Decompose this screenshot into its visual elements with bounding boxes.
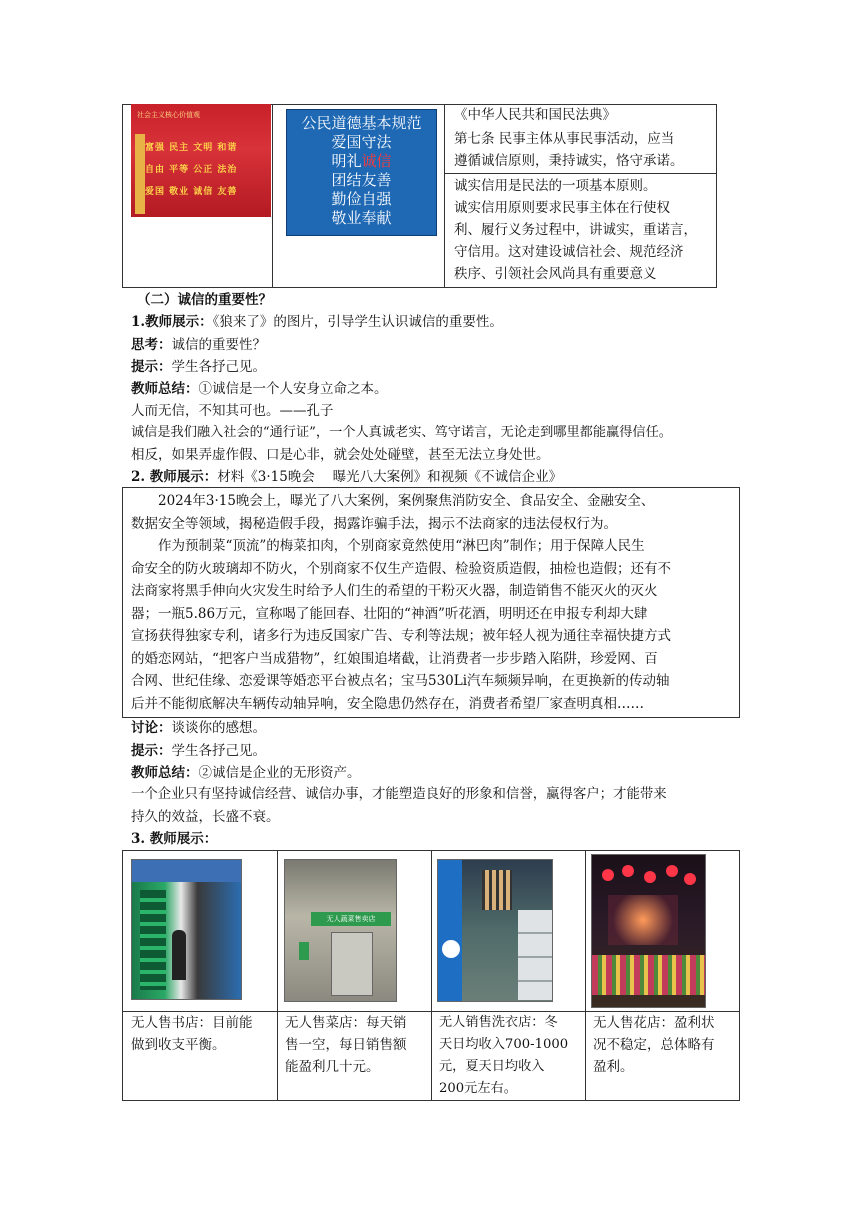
principle-text: 利、履行义务过程中，讲诚实，重诺言，: [454, 222, 697, 238]
paragraph: 一个企业只有坚持诚信经营、诚信办事，才能塑造良好的形象和信誉，赢得客户；才能带来: [131, 787, 667, 802]
poster-row: 富强 民主 文明 和谐: [145, 143, 238, 153]
paragraph: 1.教师展示：《狼来了》的图片，引导学生认识诚信的重要性。: [131, 314, 503, 330]
poster-title: 公民道德基本规范: [301, 114, 422, 132]
table-divider: [444, 173, 716, 174]
principle-text: 诚实信用是民法的一项基本原则。: [454, 178, 657, 194]
material-line: 的婚恋网站，“把客户当成猎物”，红娘围追堵截，让消费者一步步踏入陷阱，珍爱网、百: [131, 650, 658, 667]
paragraph: 提示：学生各抒己见。: [131, 359, 266, 375]
civil-code-text: 遵循诚信原则，秉持诚实，恪守承诺。: [454, 153, 684, 169]
material-line: 数据安全等领域，揭秘造假手段，揭露诈骗手法，揭示不法商家的违法侵权行为。: [131, 515, 617, 532]
table-divider: [444, 105, 445, 287]
principle-text: 诚实信用原则要求民事主体在行使权: [454, 200, 670, 216]
paragraph: 诚信是我们融入社会的“通行证”，一个人真诚老实、笃守诺言，无论走到哪里都能赢得信任。: [131, 425, 672, 440]
material-line: 法商家将黑手伸向火灾发生时给予人们生的希望的干粉灭火器，制造销售不能灭火的灭火: [131, 583, 658, 599]
poster-row: 爱国 敬业 诚信 友善: [145, 187, 238, 197]
table-divider: [272, 105, 273, 287]
principle-text: 秩序、引领社会风尚具有重要意义: [454, 266, 657, 282]
flower-store-photo: [591, 854, 706, 1008]
poster-line: 团结友善: [331, 171, 392, 189]
table-divider: [277, 851, 278, 1100]
paragraph: 持久的效益，长盛不衰。: [131, 809, 280, 825]
paragraph: 提示：学生各抒己见。: [131, 743, 266, 759]
paragraph: 2. 教师展示：材料《3·15晚会 曝光八大案例》和视频《不诚信企业》: [131, 469, 563, 485]
poster-line: 敬业奉献: [331, 209, 392, 227]
civil-code-text: 第七条 民事主体从事民事活动，应当: [454, 131, 675, 147]
quote: 人而无信，不知其可也。——孔子: [131, 403, 334, 419]
material-box: [122, 487, 740, 718]
store-sign: 无人蔬菜售卖店: [311, 912, 391, 926]
material-line: 命安全的防火玻璃却不防火，个别商家不仅生产造假、检验资质造假，抽检也造假；还有不: [131, 560, 671, 577]
paragraph: 相反，如果弄虚作假、口是心非，就会处处碰壁，甚至无法立身处世。: [131, 447, 550, 463]
tower-graphic: [135, 134, 145, 214]
table-divider: [431, 851, 432, 1100]
bookstore-photo: [131, 859, 242, 1000]
poster-header: 社会主义核心价值观: [137, 111, 200, 119]
principle-text: 守信用。这对建设诚信社会、规范经济: [454, 244, 684, 260]
poster-row: 自由 平等 公正 法治: [145, 165, 238, 175]
paragraph: 教师总结：②诚信是企业的无形资产。: [131, 765, 361, 781]
moral-norms-poster: [286, 109, 437, 236]
caption-bookstore: 无人售书店：目前能 做到收支平衡。: [131, 1015, 253, 1053]
caption-laundry: 无人销售洗衣店：冬 天日均收入700-1000 元，夏天日均收入 200元左右。: [439, 1015, 569, 1096]
material-line: 2024年3·15晚会上，曝光了八大案例，案例聚焦消防安全、食品安全、金融安全、: [131, 493, 655, 509]
caption-vegetable-store: 无人售菜店：每天销 售一空，每日销售额 能盈利几十元。: [285, 1015, 407, 1075]
paragraph: 3. 教师展示：: [131, 831, 218, 847]
material-line: 后并不能彻底解决车辆传动轴异响，安全隐患仍然存在，消费者希望厂家查明真相……: [131, 695, 644, 712]
section-heading: （二）诚信的重要性？: [137, 292, 272, 308]
material-line: 合网、世纪佳缘、恋爱课等婚恋平台被点名；宝马530Li汽车频频异响，在更换新的传动轴: [131, 673, 670, 689]
civil-code-title: 《中华人民共和国民法典》: [454, 107, 616, 123]
core-values-poster: [131, 104, 271, 217]
paragraph: 教师总结：①诚信是一个人安身立命之本。: [131, 381, 388, 397]
paragraph: 思考：诚信的重要性？: [131, 337, 266, 353]
material-line: 作为预制菜“顶流”的梅菜扣肉，个别商家竟然使用“淋巴肉”制作；用于保障人民生: [131, 538, 645, 554]
material-line: 宣扬获得独家专利，诸多行为违反国家广告、专利等法规；被年轻人视为通往幸福快捷方式: [131, 628, 671, 644]
material-line: 器；一瓶5.86万元，宣称喝了能回春、壮阳的“神酒”听花酒，明明还在申报专利却大肆: [131, 605, 648, 622]
vegetable-store-photo: [284, 859, 397, 1002]
poster-line: 爱国守法: [331, 133, 392, 151]
poster-line: 明礼诚信: [331, 152, 392, 170]
table-divider: [585, 851, 586, 1100]
poster-line: 勤俭自强: [331, 190, 392, 208]
laundry-photo: [437, 859, 553, 1002]
paragraph: 讨论：谈谈你的感想。: [131, 720, 266, 736]
caption-flower-store: 无人售花店：盈利状 况不稳定，总体略有 盈利。: [593, 1015, 715, 1075]
